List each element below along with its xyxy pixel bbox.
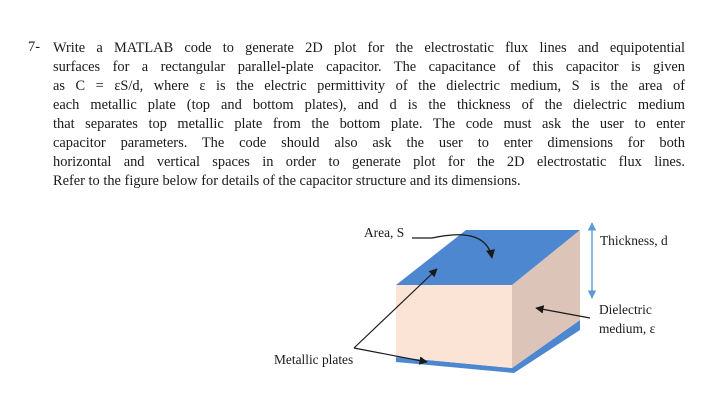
question-number: 7-: [28, 39, 40, 55]
metallic-plates-label: Metallic plates: [274, 352, 354, 367]
question-line: Refer to the figure below for details of the capacitor structure and its dimensions.: [53, 173, 521, 189]
question-line: horizontal and vertical spaces in order to generate plot for the 2D electrostatic flux lines.: [53, 154, 685, 170]
dielectric-label-line2: medium, ε: [599, 321, 656, 336]
dielectric-front-face: [396, 285, 512, 368]
dielectric-label-line1: Dielectric: [599, 302, 652, 317]
area-label: [364, 225, 404, 241]
question-line: capacitor parameters. The code should also ask the user to enter dimensions for both: [53, 135, 685, 151]
question-line: each metallic plate (top and bottom plates), and d is the thickness of the dielectric medium: [53, 97, 685, 113]
question-line: surfaces for a rectangular parallel-plate capacitor. The capacitance of this capacitor is given: [53, 59, 685, 75]
thickness-label: Thickness, d: [600, 233, 668, 248]
question-line: Write a MATLAB code to generate 2D plot for the electrostatic flux lines and equipotential: [53, 40, 685, 56]
question-line: as C = εS/d, where ε is the electric permittivity of the dielectric medium, S is the area of: [53, 78, 685, 94]
area-label-text: Area, S: [364, 225, 405, 240]
question-line: that separates top metallic plate from the bottom plate. The code must ask the user to enter: [53, 116, 685, 132]
